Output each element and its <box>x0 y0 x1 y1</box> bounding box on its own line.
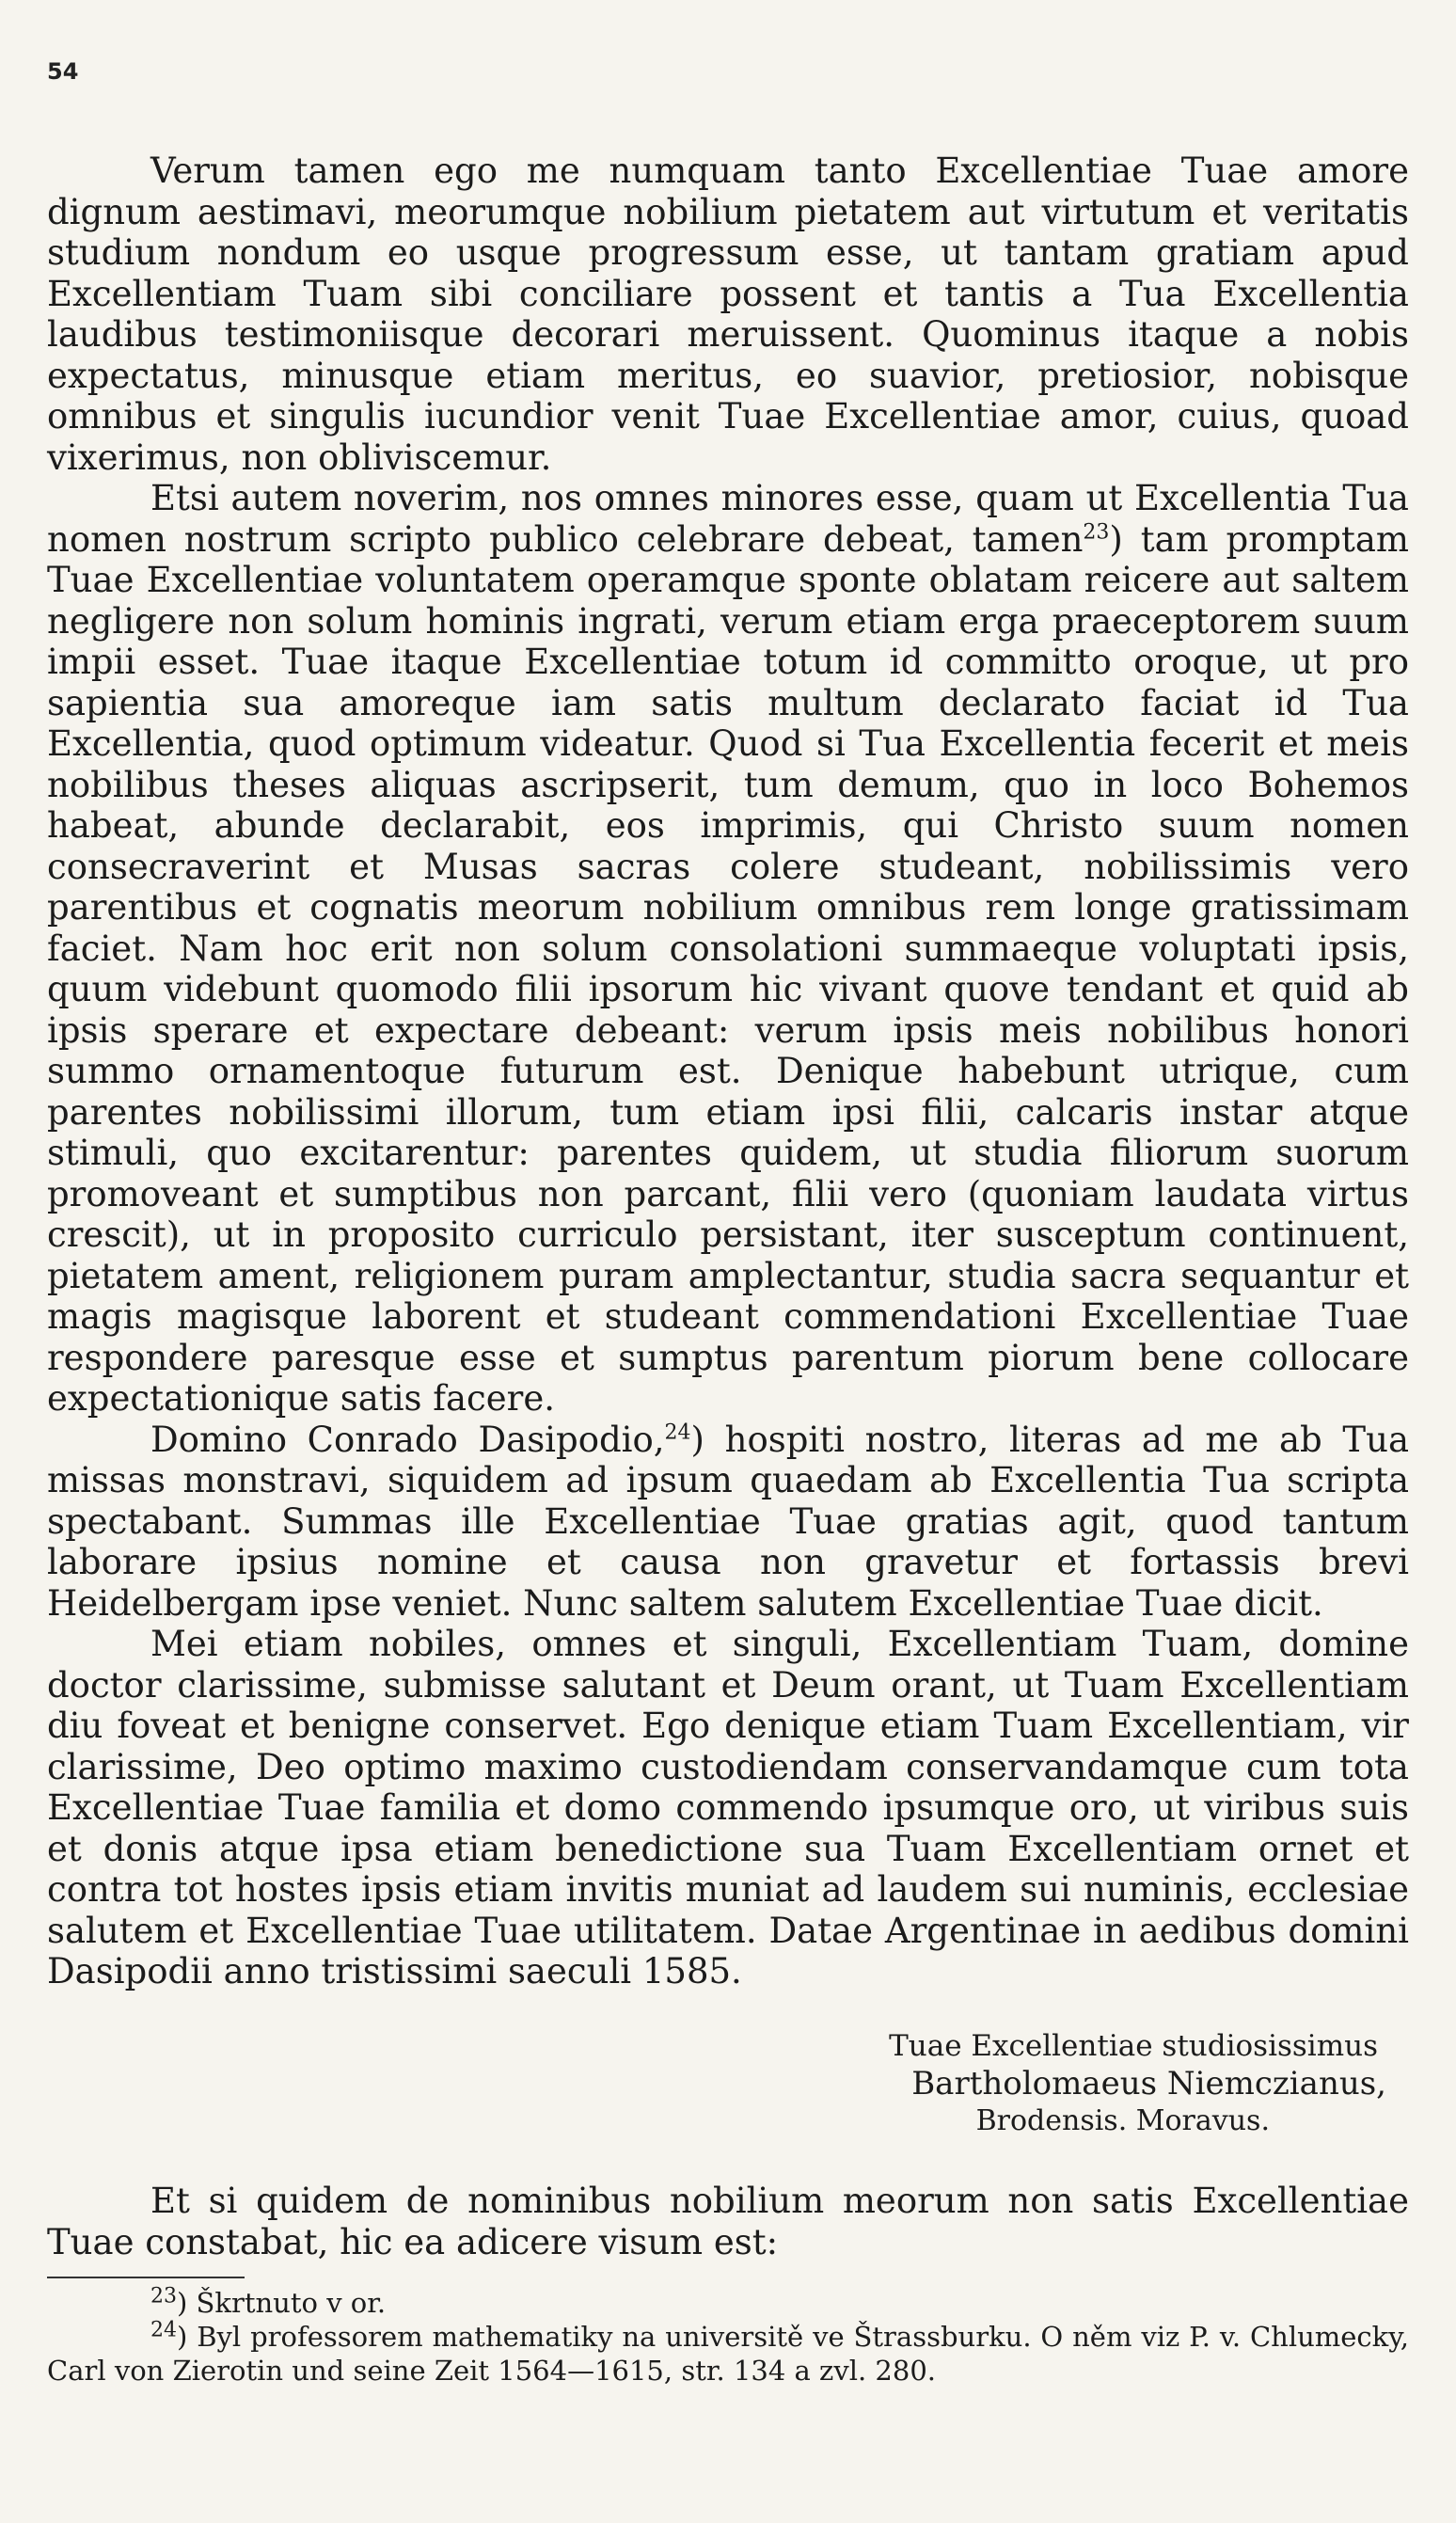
footnote-mark: 24 <box>150 2318 177 2342</box>
postscript: Et si quidem de nominibus nobilium meorum non satis Excellentiae Tuae constabat, hic ea adicere visum est: <box>47 2181 1409 2262</box>
paragraph-3-text-b: ) hospiti nostro, literas ad me ab Tua missas monstravi, siquidem ad ipsum quaedam ab Excellentia Tua scripta spectabant. Summas ille Excellentiae Tuae gratias agit, quod tantum laborare ipsius nomine et causa non gravetur et fortassis brevi Heidelbergam ipse veniet. Nunc saltem salutem Excellentiae Tuae dicit. <box>47 1419 1409 1624</box>
footnote-divider <box>47 2277 245 2278</box>
paragraph-2-text-a: Etsi autem noverim, nos omnes minores esse, quam ut Excellentia Tua nomen nostrum scripto publico celebrare debeat, tamen <box>47 478 1409 560</box>
letter-body <box>47 151 1409 1992</box>
footnote-ref-23: 23 <box>1083 520 1110 545</box>
footnote-mark: 23 <box>150 2284 177 2309</box>
paragraph-4: Mei etiam nobiles, omnes et singuli, Excellentiam Tuam, domine doctor clarissime, submisse salutant et Deum orant, ut Tuam Excellentiam diu foveat et benigne conservet. Ego denique etiam Tuam Excellentiam, vir clarissime, Deo optimo maximo custodiendam conservandamque cum tota Excellentiae Tuae familia et domo commendo ipsumque oro, ut viribus suis et donis atque ipsa etiam benedictione sua Tuam Excellentiam ornet et contra tot hostes ipsis etiam invitis muniat ad laudem sui numinis, ecclesiae salutem et Excellentiae Tuae utilitatem. Datae Argentinae in aedibus domini Dasipodii anno tristissimi saeculi 1585. <box>47 1624 1409 1991</box>
paragraph-3-text-a: Domino Conrado Dasipodio, <box>150 1419 665 1460</box>
paragraph-2-text-b: ) tam promptam Tuae Excellentiae voluntatem operamque sponte oblatam reicere aut saltem negligere non solum hominis ingrati, verum etiam erga praeceptorem suum impii esset. Tuae itaque Excellentiae totum id committo oroque, ut pro sapientia sua amoreque iam satis multum declarato faciat id Tua Excellentia, quod optimum videatur. Quod si Tua Excellentia fecerit et meis nobilibus theses aliquas ascripserit, tum demum, quo in loco Bohemos habeat, abunde declarabit, eos imprimis, qui Christo suum nomen consecraverint et Musas sacras colere studeant, nobilissimis vero parentibus et cognatis meorum nobilium omnibus rem longe gratissimam faciet. Nam hoc erit non solum consolationi summaeque voluptati ipsis, quum videbunt quomodo filii ipsorum hic vivant quove tendant et quid ab ipsis sperare et expectare debeant: verum ipsis meis nobilibus honori summo ornamentoque futurum est. Denique habebunt utrique, cum parentes nobilissimi illorum, tum etiam ipsi filii, calcaris instar atque stimuli, quo excitarentur: parentes quidem, ut studia filiorum suorum promoveant et sumptibus non parcant, filii vero (quoniam laudata virtus crescit), ut in proposito curriculo persistant, iter susceptum continuent, pietatem ament, religionem puram amplectantur, studia sacra sequantur et magis magisque laborent et studeant commendationi Excellentiae Tuae respondere paresque esse et sumptus parentum piorum bene collocare expectationique satis facere. <box>47 518 1409 1419</box>
paragraph-3 <box>47 1420 1409 1625</box>
footnote-ref-24: 24 <box>664 1420 691 1445</box>
page-number: 54 <box>47 58 79 85</box>
footnote-text: Škrtnuto v or. <box>196 2287 387 2319</box>
footnote-24: $^{24}$) Byl professorem mathematiky na universitě ve Štrassburku. O něm viz P. v. Chlumecky, Carl von Zierotin und seine Zeit 1564—1615, str. 134 a zvl. 280. <box>47 2318 1409 2387</box>
paragraph-2 <box>47 478 1409 1420</box>
footnote-text: Byl professorem mathematiky na universitě ve Štrassburku. O něm viz P. v. Chlumecky, Carl von Zierotin und seine Zeit 1564—1615, str. 134 a zvl. 280. <box>47 2321 1409 2387</box>
signature-name: Bartholomaeus Niemczianus, <box>911 2065 1386 2102</box>
paragraph-1: Verum tamen ego me numquam tanto Excellentiae Tuae amore dignum aestimavi, meorumque nobilium pietatem aut virtutum et veritatis studium nondum eo usque progressum esse, ut tantam gratiam apud Excellentiam Tuam sibi conciliare possent et tantis a Tua Excellentia laudibus testimoniisque decorari meruissent. Quominus itaque a nobis expectatus, minusque etiam meritus, eo suavior, pretiosior, nobisque omnibus et singulis iucundior venit Tuae Excellentiae amor, cuius, quoad vixerimus, non obliviscemur. <box>47 151 1409 478</box>
signature-origin: Brodensis. Moravus. <box>975 2104 1270 2137</box>
footnotes <box>47 2286 1409 2388</box>
signature-block <box>0 2027 1392 2140</box>
footnote-23: $^{23}$) Škrtnuto v or. <box>150 2284 387 2319</box>
signature-closing: Tuae Excellentiae studiosissimus <box>889 2029 1378 2063</box>
